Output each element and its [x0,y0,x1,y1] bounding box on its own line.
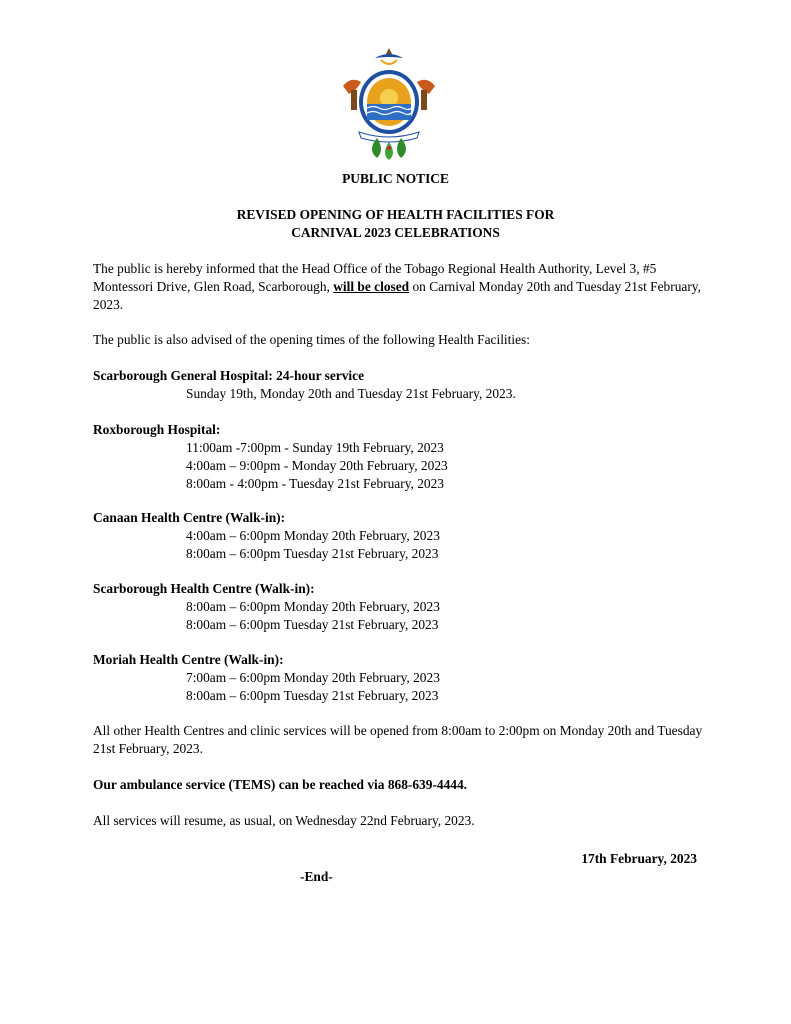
facility-hours-line: 8:00am – 6:00pm Monday 20th February, 2023 [186,599,440,614]
facility-name: Scarborough Health Centre (Walk-in): [93,581,315,596]
facility-name: Scarborough General Hospital: 24-hour service [93,368,365,383]
facility-hours-line: 8:00am – 6:00pm Tuesday 21st February, 2023 [186,688,439,703]
page-title: PUBLIC NOTICE [342,171,449,186]
tobago-rha-emblem-icon [337,46,441,160]
other-centres-paragraph: All other Health Centres and clinic services will be opened from 8:00am to 2:00pm on Monday 20th and Tuesday 21st February, 2023. [93,723,703,756]
facility-hours-line: 8:00am – 6:00pm Tuesday 21st February, 2023 [186,617,439,632]
facility-hours-line: 8:00am - 4:00pm - Tuesday 21st February, 2023 [186,476,445,491]
advised-paragraph: The public is also advised of the opening times of the following Health Facilities: [93,332,530,347]
facility-name: Roxborough Hospital: [93,422,221,437]
facility-hours-line: Sunday 19th, Monday 20th and Tuesday 21st February, 2023. [186,386,516,401]
notice-heading-line-1: REVISED OPENING OF HEALTH FACILITIES FOR [236,207,555,222]
facility-hours-line: 7:00am – 6:00pm Monday 20th February, 2023 [186,670,440,685]
facility-hours-line: 4:00am – 6:00pm Monday 20th February, 2023 [186,528,440,543]
closed-emphasis: will be closed [333,279,410,294]
notice-date: 17th February, 2023 [581,851,697,866]
facility-roxborough [93,421,703,493]
facility-name: Canaan Health Centre (Walk-in): [93,510,286,525]
facility-hours-line: 8:00am – 6:00pm Tuesday 21st February, 2023 [186,546,439,561]
resume-paragraph: All services will resume, as usual, on Wednesday 22nd February, 2023. [93,813,475,828]
facility-moriah [93,651,703,705]
end-marker: -End- [300,869,333,884]
ambulance-paragraph: Our ambulance service (TEMS) can be reached via 868-639-4444. [93,777,468,792]
notice-heading-line-2: CARNIVAL 2023 CELEBRATIONS [291,225,500,240]
intro-text-part-1: The public is hereby informed that the Head Office of the Tobago Regional Health Authority, Level 3, #5 Montessori Drive, Glen Road, Scarborough, [93,261,657,294]
intro-text-part-2: on Carnival Monday 20th and Tuesday 21st February, 2023. [93,279,701,312]
facility-scarborough-general [93,367,703,403]
facility-hours-line: 4:00am – 9:00pm - Monday 20th February, 2023 [186,458,448,473]
facility-canaan [93,509,703,563]
facility-name: Moriah Health Centre (Walk-in): [93,652,284,667]
intro-paragraph [93,260,703,314]
facility-hours-line: 11:00am -7:00pm - Sunday 19th February, 2023 [186,440,444,455]
facility-scarborough-health-centre [93,580,703,634]
